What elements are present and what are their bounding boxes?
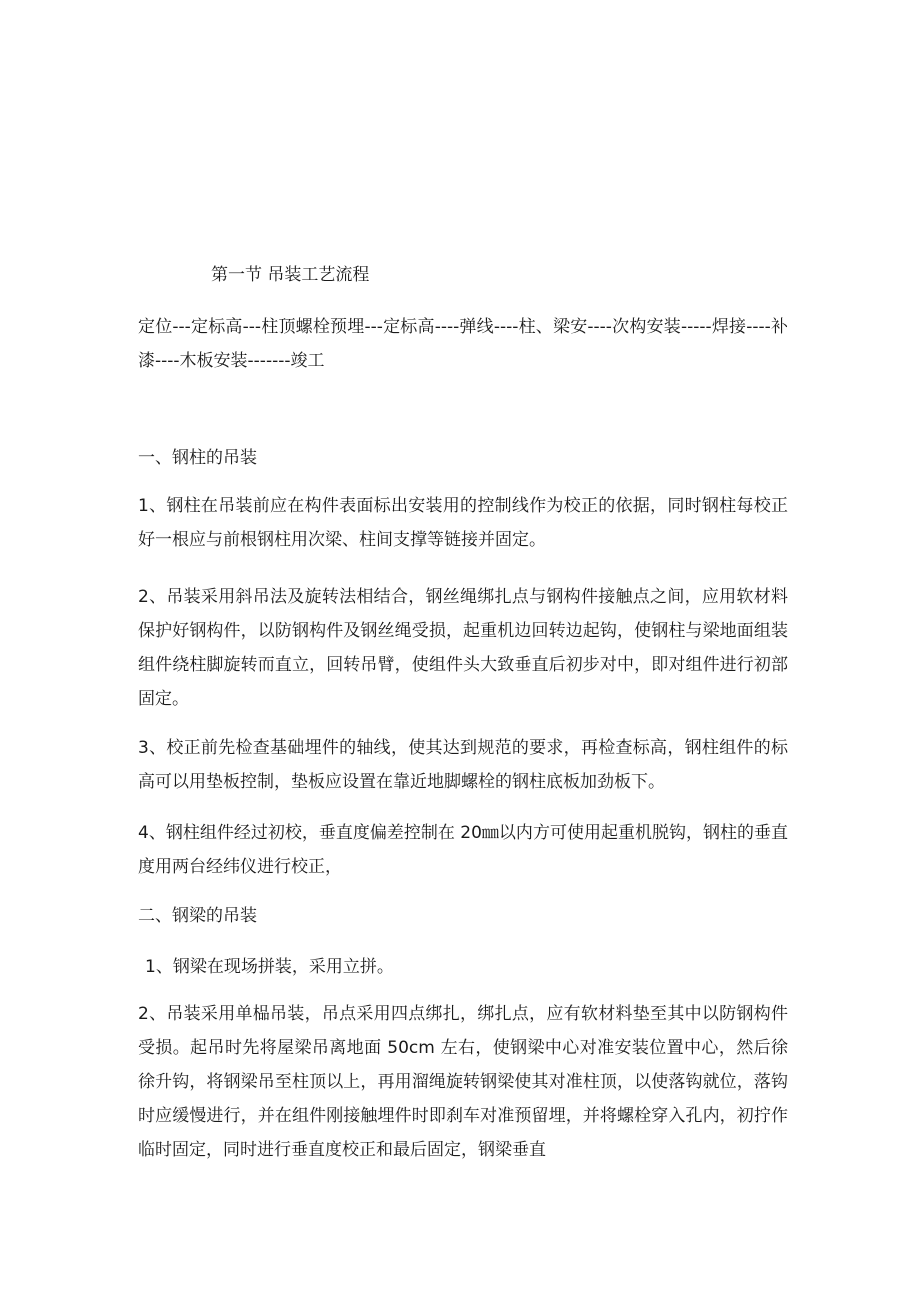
part1-item-2: 2、吊装采用斜吊法及旋转法相结合，钢丝绳绑扎点与钢构件接触点之间，应用软材料保护好钢构件，以防钢构件及钢丝绳受损，起重机边回转边起钩，使钢柱与梁地面组装组件绕柱脚旋转而直立，回转吊臂，使组件头大致垂直后初步对中，即对组件进行初部固定。 xyxy=(138,587,788,709)
part2-heading: 二、钢梁的吊装 xyxy=(138,906,257,926)
part2-item-1: 1、钢梁在现场拼装，采用立拼。 xyxy=(145,957,394,977)
part2-item-2: 2、吊装采用单榀吊装，吊点采用四点绑扎，绑扎点，应有软材料垫至其中以防钢构件受损。起吊时先将屋梁吊离地面 50cm 左右，使钢梁中心对准安装位置中心，然后徐徐升钩，将钢梁吊至柱顶以上，再用溜绳旋转钢梁使其对准柱顶，以使落钩就位，落钩时应缓慢进行，并在组件刚接触埋件时即刹车对准预留埋，并将螺栓穿入孔内，初拧作临时固定，同时进行垂直度校正和最后固定，钢梁垂直 xyxy=(138,1004,788,1160)
part1-item-3: 3、校正前先检查基础埋件的轴线，使其达到规范的要求，再检查标高，钢柱组件的标高可以用垫板控制，垫板应设置在靠近地脚螺栓的钢柱底板加劲板下。 xyxy=(138,738,788,792)
section-title: 第一节 吊装工艺流程 xyxy=(211,265,370,285)
part1-heading: 一、钢柱的吊装 xyxy=(138,448,257,468)
process-flow-text: 定位---定标高---柱顶螺栓预埋---定标高----弹线----柱、梁安----次构安装-----焊接----补漆----木板安装-------竣工 xyxy=(138,317,788,371)
part1-item-1: 1、钢柱在吊装前应在构件表面标出安装用的控制线作为校正的依据，同时钢柱每校正好一根应与前根钢柱用次梁、柱间支撑等链接并固定。 xyxy=(138,496,788,550)
part1-item-4: 4、钢柱组件经过初校，垂直度偏差控制在 20㎜以内方可使用起重机脱钩，钢柱的垂直度用两台经纬仪进行校正， xyxy=(138,823,788,877)
